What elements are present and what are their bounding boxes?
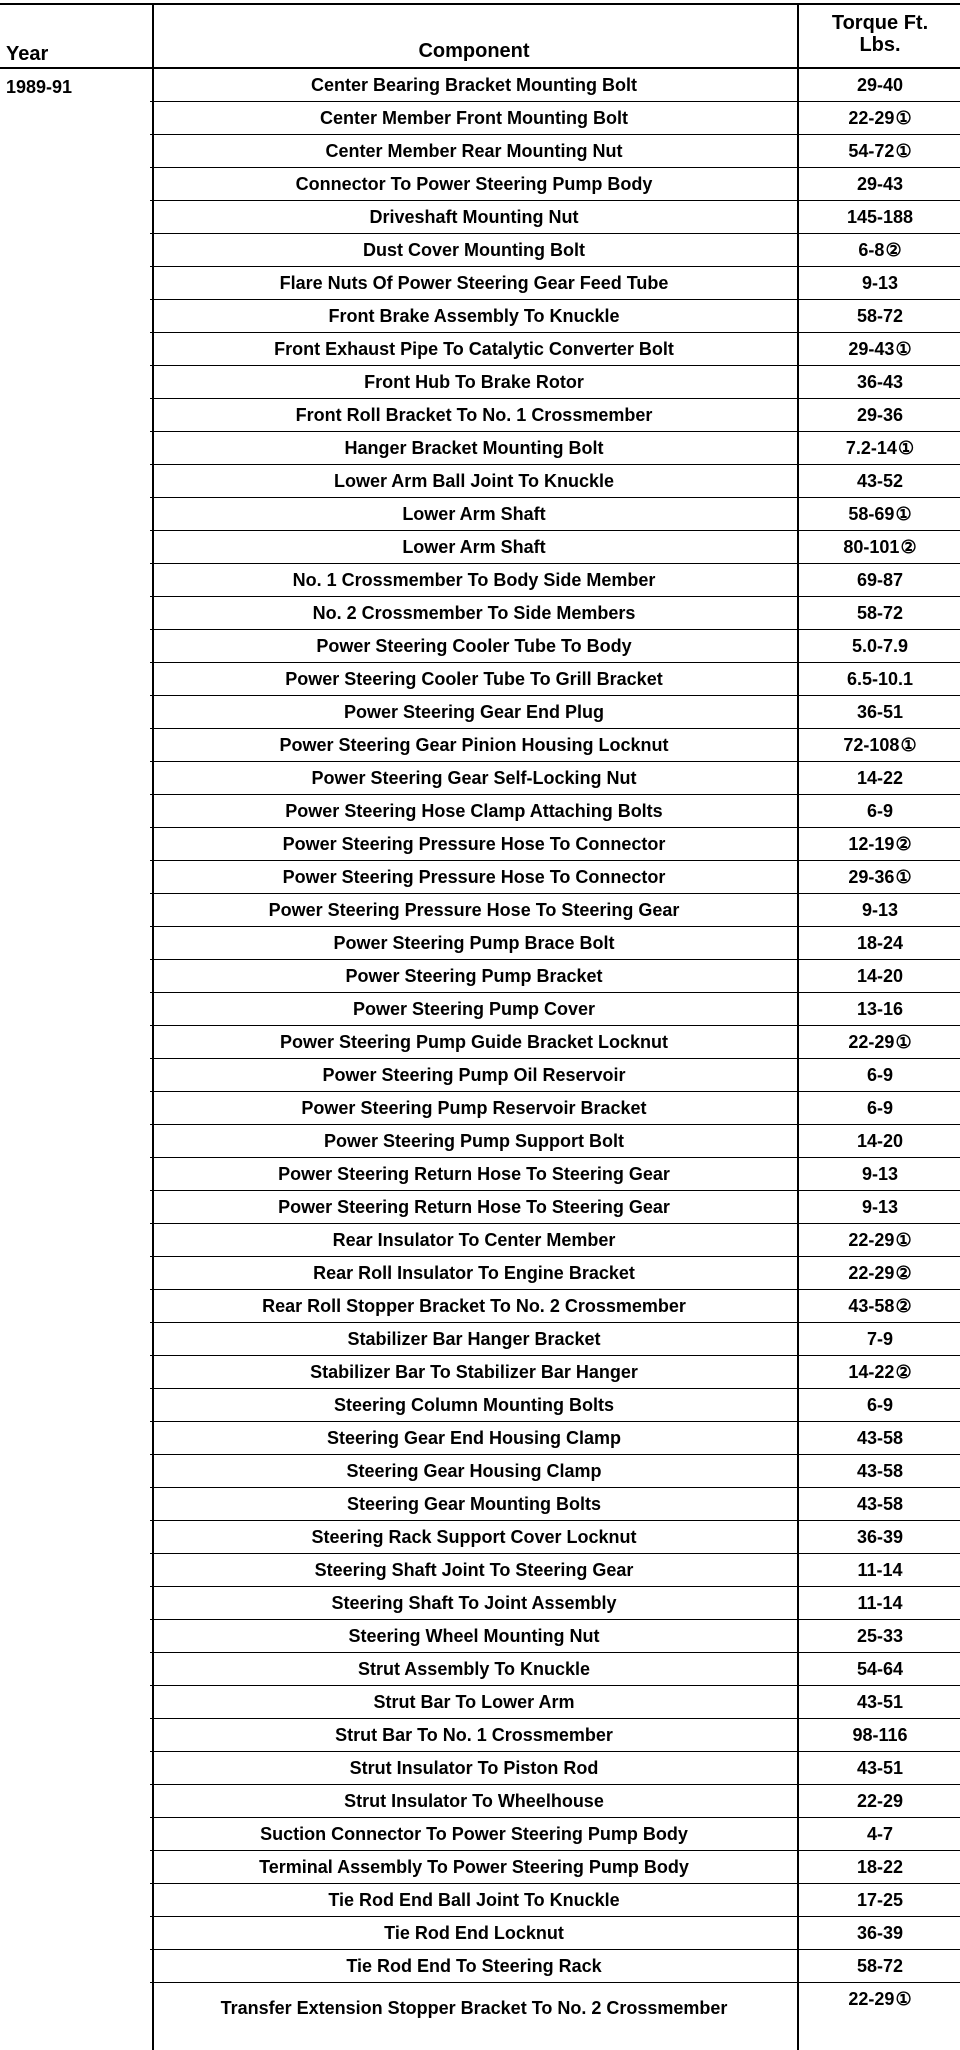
torque-value: 36-39 — [856, 1527, 904, 1547]
torque-cell — [800, 1224, 960, 1257]
torque-value: 43-58 — [856, 1494, 904, 1514]
component-cell: Power Steering Pump Reservoir Bracket — [301, 1098, 647, 1118]
torque-value: 18-22 — [856, 1857, 904, 1877]
header-torque — [800, 12, 960, 56]
table-row — [0, 1653, 960, 1686]
table-row — [0, 630, 960, 663]
torque-value: 54-64 — [856, 1659, 904, 1679]
footnote-marker: ① — [895, 141, 912, 161]
table-row — [0, 762, 960, 795]
component-cell: Power Steering Pump Bracket — [345, 966, 603, 986]
component-cell: Steering Shaft Joint To Steering Gear — [314, 1560, 634, 1580]
component-cell: Power Steering Return Hose To Steering Gear — [278, 1164, 670, 1184]
component-cell: Rear Roll Stopper Bracket To No. 2 Crossmember — [262, 1296, 686, 1316]
torque-value: 36-39 — [856, 1923, 904, 1943]
table-row — [0, 960, 960, 993]
torque-value: 29-43 — [856, 174, 904, 194]
table-row — [0, 663, 960, 696]
torque-value: 22-29 — [848, 108, 895, 128]
torque-value: 17-25 — [856, 1890, 904, 1910]
torque-cell — [800, 795, 960, 828]
torque-value: 58-72 — [856, 603, 904, 623]
component-cell: Driveshaft Mounting Nut — [369, 207, 579, 227]
table-row — [0, 1158, 960, 1191]
torque-cell — [800, 333, 960, 366]
torque-value: 29-40 — [856, 75, 904, 95]
table-row — [0, 1950, 960, 1983]
torque-cell — [800, 1884, 960, 1917]
table-top-rule — [0, 3, 960, 5]
torque-value: 6.5-10.1 — [846, 669, 914, 689]
table-row — [0, 795, 960, 828]
table-row — [0, 1191, 960, 1224]
component-cell: Front Hub To Brake Rotor — [364, 372, 584, 392]
component-cell: Power Steering Pump Brace Bolt — [333, 933, 615, 953]
torque-cell — [800, 432, 960, 465]
torque-value: 22-29 — [848, 1230, 895, 1250]
component-cell: Steering Wheel Mounting Nut — [348, 1626, 600, 1646]
torque-cell — [800, 1125, 960, 1158]
table-row — [0, 1224, 960, 1257]
torque-cell — [800, 696, 960, 729]
table-row — [0, 135, 960, 168]
torque-cell — [800, 1356, 960, 1389]
torque-cell — [800, 630, 960, 663]
component-cell: Power Steering Return Hose To Steering Gear — [278, 1197, 670, 1217]
torque-value: 43-52 — [856, 471, 904, 491]
component-cell: Lower Arm Shaft — [402, 504, 546, 524]
torque-value: 11-14 — [857, 1560, 903, 1580]
torque-cell — [800, 1983, 960, 2033]
table-row — [0, 201, 960, 234]
footnote-marker: ② — [895, 1362, 912, 1382]
torque-value: 11-14 — [857, 1593, 903, 1613]
component-cell: Power Steering Cooler Tube To Body — [316, 636, 632, 656]
torque-cell — [800, 300, 960, 333]
torque-cell — [800, 399, 960, 432]
torque-value: 58-72 — [856, 1956, 904, 1976]
torque-cell — [800, 102, 960, 135]
table-row — [0, 894, 960, 927]
component-cell: Steering Gear Housing Clamp — [346, 1461, 602, 1481]
table-row — [0, 1620, 960, 1653]
torque-cell — [800, 1917, 960, 1950]
table-row — [0, 267, 960, 300]
footnote-marker: ② — [895, 1263, 912, 1283]
torque-value: 6-9 — [866, 1395, 893, 1415]
footnote-marker: ② — [895, 834, 912, 854]
torque-value: 69-87 — [856, 570, 904, 590]
component-cell: Stabilizer Bar Hanger Bracket — [347, 1329, 601, 1349]
torque-value: 5.0-7.9 — [851, 636, 909, 656]
component-cell: Steering Rack Support Cover Locknut — [311, 1527, 637, 1547]
component-cell: Steering Shaft To Joint Assembly — [331, 1593, 617, 1613]
table-row — [0, 1389, 960, 1422]
component-cell: Power Steering Pressure Hose To Connector — [282, 867, 666, 887]
torque-cell — [800, 960, 960, 993]
component-cell: Stabilizer Bar To Stabilizer Bar Hanger — [310, 1362, 638, 1382]
torque-value: 7.2-14 — [845, 438, 897, 458]
torque-value: 43-58 — [856, 1461, 904, 1481]
component-cell: Center Bearing Bracket Mounting Bolt — [310, 75, 638, 95]
torque-cell — [800, 1191, 960, 1224]
component-cell: Tie Rod End Ball Joint To Knuckle — [328, 1890, 620, 1910]
table-row — [0, 1587, 960, 1620]
table-row — [0, 1851, 960, 1884]
table-row — [0, 168, 960, 201]
torque-value: 6-8 — [858, 240, 885, 260]
footnote-marker: ① — [900, 735, 917, 755]
torque-cell — [800, 465, 960, 498]
torque-cell — [800, 828, 960, 861]
torque-cell — [800, 1851, 960, 1884]
torque-value: 7-9 — [866, 1329, 893, 1349]
footnote-marker: ① — [895, 1989, 912, 2009]
component-cell: Hanger Bracket Mounting Bolt — [344, 438, 604, 458]
table-row — [0, 1092, 960, 1125]
table-row — [0, 69, 960, 102]
component-cell: Power Steering Pump Cover — [352, 999, 596, 1019]
torque-value: 54-72 — [848, 141, 895, 161]
torque-value: 98-116 — [852, 1725, 908, 1745]
table-row — [0, 366, 960, 399]
torque-value: 43-51 — [856, 1758, 904, 1778]
component-cell: Terminal Assembly To Power Steering Pump Body — [259, 1857, 689, 1877]
torque-cell — [800, 1752, 960, 1785]
torque-value: 18-24 — [856, 933, 904, 953]
torque-cell — [800, 1323, 960, 1356]
torque-value: 6-9 — [866, 1098, 893, 1118]
torque-value: 9-13 — [861, 1197, 899, 1217]
torque-value: 9-13 — [861, 1164, 899, 1184]
table-row — [0, 498, 960, 531]
torque-cell — [800, 1686, 960, 1719]
torque-cell — [800, 993, 960, 1026]
torque-value: 145-188 — [846, 207, 914, 227]
component-cell: Power Steering Pump Guide Bracket Locknut — [279, 1032, 669, 1052]
torque-cell — [800, 1290, 960, 1323]
component-cell: Strut Insulator To Wheelhouse — [344, 1791, 604, 1811]
table-row — [0, 465, 960, 498]
header-torque-line2: Lbs. — [859, 34, 901, 56]
torque-cell — [800, 69, 960, 102]
component-cell: Power Steering Hose Clamp Attaching Bolts — [285, 801, 663, 821]
table-row — [0, 1884, 960, 1917]
component-cell: Power Steering Pressure Hose To Steering Gear — [268, 900, 680, 920]
header-component: Component — [418, 40, 530, 62]
component-cell: Steering Gear End Housing Clamp — [326, 1428, 622, 1448]
torque-value: 58-69 — [848, 504, 895, 524]
torque-cell — [800, 234, 960, 267]
footnote-marker: ② — [885, 240, 902, 260]
torque-cell — [800, 1950, 960, 1983]
torque-cell — [800, 762, 960, 795]
torque-cell — [800, 1521, 960, 1554]
torque-value: 22-29 — [848, 1989, 895, 2009]
table-row — [0, 432, 960, 465]
torque-cell — [800, 1488, 960, 1521]
torque-cell — [800, 1257, 960, 1290]
component-cell: Center Member Rear Mounting Nut — [325, 141, 623, 161]
torque-value: 6-9 — [866, 1065, 893, 1085]
component-cell: Flare Nuts Of Power Steering Gear Feed Tube — [279, 273, 669, 293]
torque-cell — [800, 861, 960, 894]
component-cell: Power Steering Gear Pinion Housing Locknut — [279, 735, 669, 755]
footnote-marker: ① — [895, 108, 912, 128]
torque-value: 43-58 — [856, 1428, 904, 1448]
component-cell: Steering Gear Mounting Bolts — [346, 1494, 601, 1514]
torque-value: 9-13 — [861, 900, 899, 920]
year-cell: 1989-91 — [6, 77, 73, 97]
table-row — [0, 1983, 960, 2033]
torque-cell — [800, 1785, 960, 1818]
component-cell: Lower Arm Shaft — [402, 537, 546, 557]
table-row — [0, 1059, 960, 1092]
table-row — [0, 597, 960, 630]
torque-cell — [800, 531, 960, 564]
component-cell: Lower Arm Ball Joint To Knuckle — [333, 471, 615, 491]
torque-cell — [800, 1389, 960, 1422]
torque-value: 36-43 — [856, 372, 904, 392]
table-row — [0, 531, 960, 564]
torque-cell — [800, 663, 960, 696]
torque-cell — [800, 1818, 960, 1851]
table-row — [0, 828, 960, 861]
component-cell: Strut Bar To Lower Arm — [373, 1692, 575, 1712]
footnote-marker: ① — [895, 504, 912, 524]
footnote-marker: ① — [895, 339, 912, 359]
footnote-marker: ① — [895, 867, 912, 887]
component-cell: Tie Rod End Locknut — [384, 1923, 564, 1943]
table-row — [0, 1356, 960, 1389]
torque-value: 9-13 — [861, 273, 899, 293]
torque-value: 58-72 — [856, 306, 904, 326]
torque-cell — [800, 498, 960, 531]
component-cell: No. 1 Crossmember To Body Side Member — [292, 570, 656, 590]
table-row — [0, 1026, 960, 1059]
table-row — [0, 1422, 960, 1455]
table-row — [0, 1752, 960, 1785]
component-cell: Power Steering Pressure Hose To Connector — [282, 834, 666, 854]
table-row — [0, 993, 960, 1026]
component-cell: Connector To Power Steering Pump Body — [295, 174, 653, 194]
torque-value: 36-51 — [856, 702, 904, 722]
table-row — [0, 102, 960, 135]
table-row — [0, 399, 960, 432]
table-row — [0, 1917, 960, 1950]
component-cell: Center Member Front Mounting Bolt — [320, 108, 628, 128]
torque-cell — [800, 1719, 960, 1752]
component-cell: Power Steering Pump Oil Reservoir — [322, 1065, 626, 1085]
table-row — [0, 1455, 960, 1488]
component-cell: Rear Roll Insulator To Engine Bracket — [313, 1263, 635, 1283]
component-cell: Suction Connector To Power Steering Pump Body — [260, 1824, 688, 1844]
component-cell: Tie Rod End To Steering Rack — [346, 1956, 602, 1976]
table-row — [0, 1290, 960, 1323]
table-row — [0, 300, 960, 333]
footnote-marker: ② — [900, 537, 917, 557]
torque-cell — [800, 168, 960, 201]
component-cell: Front Exhaust Pipe To Catalytic Converter Bolt — [274, 339, 674, 359]
table-row — [0, 861, 960, 894]
torque-value: 22-29 — [848, 1032, 895, 1052]
torque-cell — [800, 1620, 960, 1653]
torque-value: 4-7 — [866, 1824, 893, 1844]
torque-value: 12-19 — [848, 834, 895, 854]
table-row — [0, 1818, 960, 1851]
header-torque-line1: Torque Ft. — [831, 12, 929, 34]
footnote-marker: ① — [895, 1032, 912, 1052]
table-row — [0, 1785, 960, 1818]
torque-cell — [800, 1587, 960, 1620]
component-cell: Strut Insulator To Piston Rod — [349, 1758, 599, 1778]
table-row — [0, 564, 960, 597]
table-row — [0, 1554, 960, 1587]
component-cell: Power Steering Cooler Tube To Grill Bracket — [285, 669, 663, 689]
torque-value: 29-43 — [848, 339, 895, 359]
torque-cell — [800, 729, 960, 762]
table-row — [0, 234, 960, 267]
table-row — [0, 729, 960, 762]
table-row — [0, 1521, 960, 1554]
table-row — [0, 1686, 960, 1719]
torque-cell — [800, 927, 960, 960]
torque-value: 14-20 — [856, 1131, 904, 1151]
torque-value: 29-36 — [848, 867, 895, 887]
torque-cell — [800, 135, 960, 168]
torque-cell — [800, 1059, 960, 1092]
component-cell: Steering Column Mounting Bolts — [334, 1395, 614, 1415]
torque-value: 22-29 — [848, 1263, 895, 1283]
torque-cell — [800, 201, 960, 234]
torque-value: 14-22 — [848, 1362, 895, 1382]
torque-value: 25-33 — [856, 1626, 904, 1646]
component-cell: No. 2 Crossmember To Side Members — [312, 603, 636, 623]
torque-cell — [800, 597, 960, 630]
torque-cell — [800, 267, 960, 300]
torque-value: 43-51 — [856, 1692, 904, 1712]
component-cell: Transfer Extension Stopper Bracket To No. 2 Crossmember — [220, 1997, 728, 2018]
component-cell: Power Steering Pump Support Bolt — [323, 1131, 624, 1151]
torque-value: 22-29 — [856, 1791, 904, 1811]
component-cell: Power Steering Gear Self-Locking Nut — [311, 768, 637, 788]
torque-value: 43-58 — [848, 1296, 895, 1316]
torque-cell — [800, 564, 960, 597]
table-row — [0, 1323, 960, 1356]
table-row — [0, 1257, 960, 1290]
component-cell: Front Brake Assembly To Knuckle — [328, 306, 620, 326]
torque-cell — [800, 366, 960, 399]
component-cell: Front Roll Bracket To No. 1 Crossmember — [295, 405, 653, 425]
torque-cell — [800, 1653, 960, 1686]
table-row — [0, 1488, 960, 1521]
torque-cell — [800, 1554, 960, 1587]
torque-cell — [800, 1158, 960, 1191]
torque-cell — [800, 894, 960, 927]
torque-value: 80-101 — [843, 537, 900, 557]
torque-value: 6-9 — [866, 801, 893, 821]
torque-value: 72-108 — [843, 735, 900, 755]
header-year: Year — [6, 43, 49, 65]
component-cell: Power Steering Gear End Plug — [343, 702, 605, 722]
torque-cell — [800, 1422, 960, 1455]
torque-cell — [800, 1026, 960, 1059]
component-cell: Dust Cover Mounting Bolt — [363, 240, 585, 260]
torque-value: 14-22 — [856, 768, 904, 788]
table-row — [0, 1125, 960, 1158]
table-row — [0, 927, 960, 960]
footnote-marker: ② — [895, 1296, 912, 1316]
component-cell: Strut Assembly To Knuckle — [357, 1659, 591, 1679]
torque-cell — [800, 1092, 960, 1125]
footnote-marker: ① — [897, 438, 915, 458]
component-cell: Rear Insulator To Center Member — [332, 1230, 616, 1250]
table-row — [0, 1719, 960, 1752]
table-row — [0, 333, 960, 366]
torque-value: 13-16 — [856, 999, 904, 1019]
torque-value: 29-36 — [856, 405, 904, 425]
torque-value: 14-20 — [856, 966, 904, 986]
torque-cell — [800, 1455, 960, 1488]
component-cell: Strut Bar To No. 1 Crossmember — [335, 1725, 613, 1745]
footnote-marker: ① — [895, 1230, 912, 1250]
table-row — [0, 696, 960, 729]
